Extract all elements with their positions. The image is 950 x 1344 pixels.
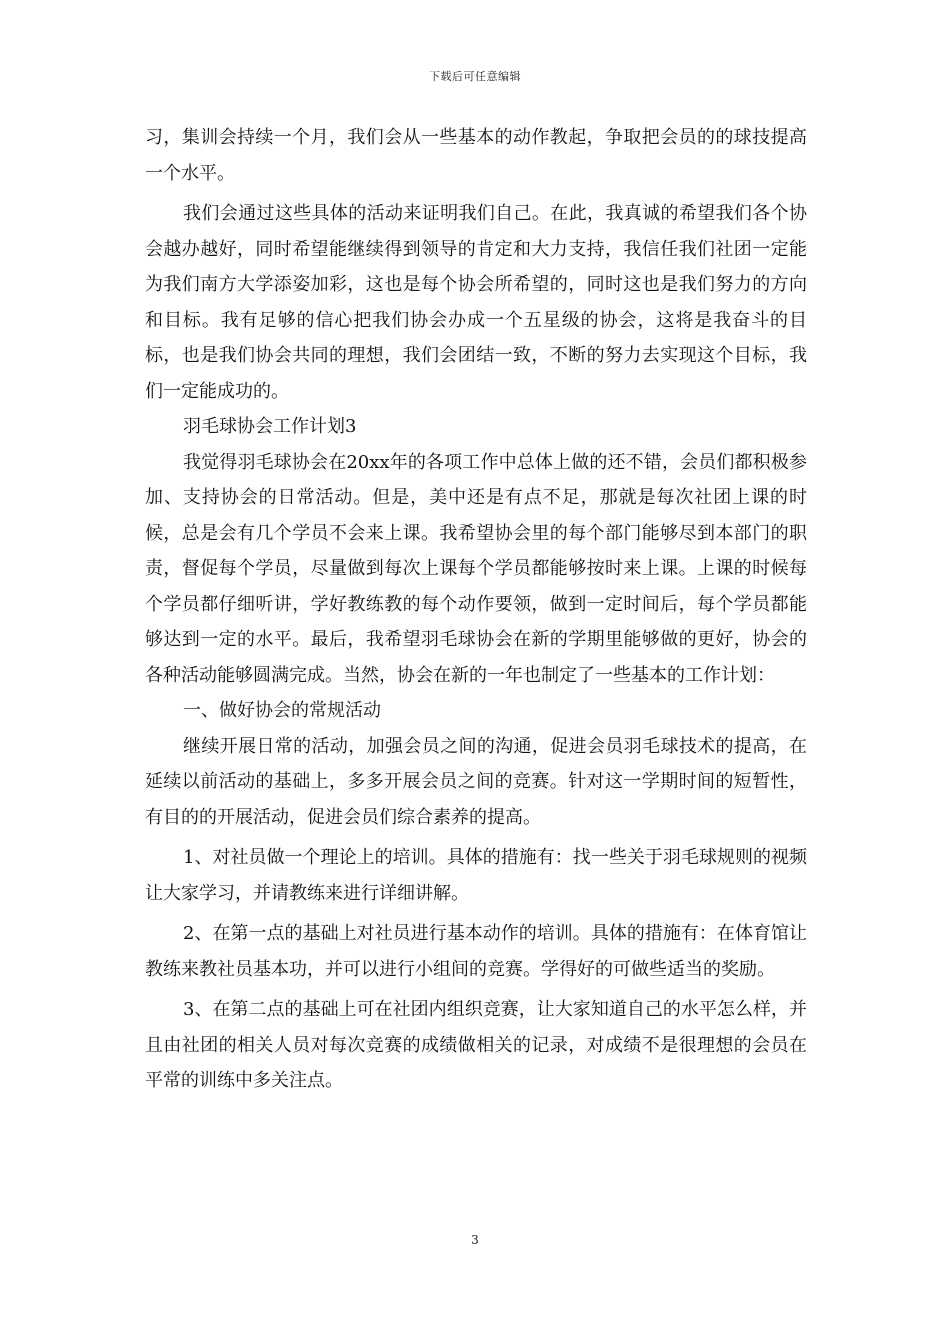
paragraph-daily-activities: 继续开展日常的活动，加强会员之间的沟通，促进会员羽毛球技术的提高，在延续以前活动的基础上，多多开展会员之间的竞赛。针对这一学期时间的短暂性，有目的的开展活动，促进会员们综合素养的提高。	[145, 735, 807, 828]
list-item-competition: 3、在第二点的基础上可在社团内组织竞赛，让大家知道自己的水平怎么样，并且由社团的相关人员对每次竞赛的成绩做相关的记录，对成绩不是很理想的会员在平常的训练中多关注点。	[145, 999, 807, 1091]
document-body	[145, 120, 807, 1099]
list-item-basic-training: 2、在第一点的基础上对社员进行基本动作的培训。具体的措施有：在体育馆让教练来教社员基本功，并可以进行小组间的竞赛。学得好的可做些适当的奖励。	[145, 923, 807, 980]
list-item-theory-training: 1、对社员做一个理论上的培训。具体的措施有：找一些关于羽毛球规则的视频让大家学习，并请教练来进行详细讲解。	[145, 847, 807, 904]
subheading-routine-activities: 一、做好协会的常规活动	[183, 700, 381, 721]
paragraph-continuation: 习，集训会持续一个月，我们会从一些基本的动作教起，争取把会员的的球技提高一个水平。	[145, 127, 807, 184]
section-heading-plan-3: 羽毛球协会工作计划3	[183, 416, 357, 437]
page-header: 下载后可任意编辑	[429, 70, 521, 83]
paragraph-review: 我觉得羽毛球协会在20xx年的各项工作中总体上做的还不错，会员们都积极参加、支持协会的日常活动。但是，美中还是有点不足，那就是每次社团上课的时候，总是会有几个学员不会来上课。我希望协会里的每个部门能够尽到本部门的职责，督促每个学员，尽量做到每次上课每个学员都能够按时来上课。上课的时候每个学员都仔细听讲，学好教练教的每个动作要领，做到一定时间后，每个学员都能够达到一定的水平。最后，我希望羽毛球协会在新的学期里能够做的更好，协会的各种活动能够圆满完成。当然，协会在新的一年也制定了一些基本的工作计划：	[145, 451, 807, 686]
paragraph-closing-statement: 我们会通过这些具体的活动来证明我们自己。在此，我真诚的希望我们各个协会越办越好，同时希望能继续得到领导的肯定和大力支持，我信任我们社团一定能为我们南方大学添姿加彩，这也是每个协会所希望的，同时这也是我们努力的方向和目标。我有足够的信心把我们协会办成一个五星级的协会，这将是我奋斗的目标，也是我们协会共同的理想，我们会团结一致，不断的努力去实现这个目标，我们一定能成功的。	[145, 203, 807, 402]
page-number: 3	[471, 1233, 479, 1247]
